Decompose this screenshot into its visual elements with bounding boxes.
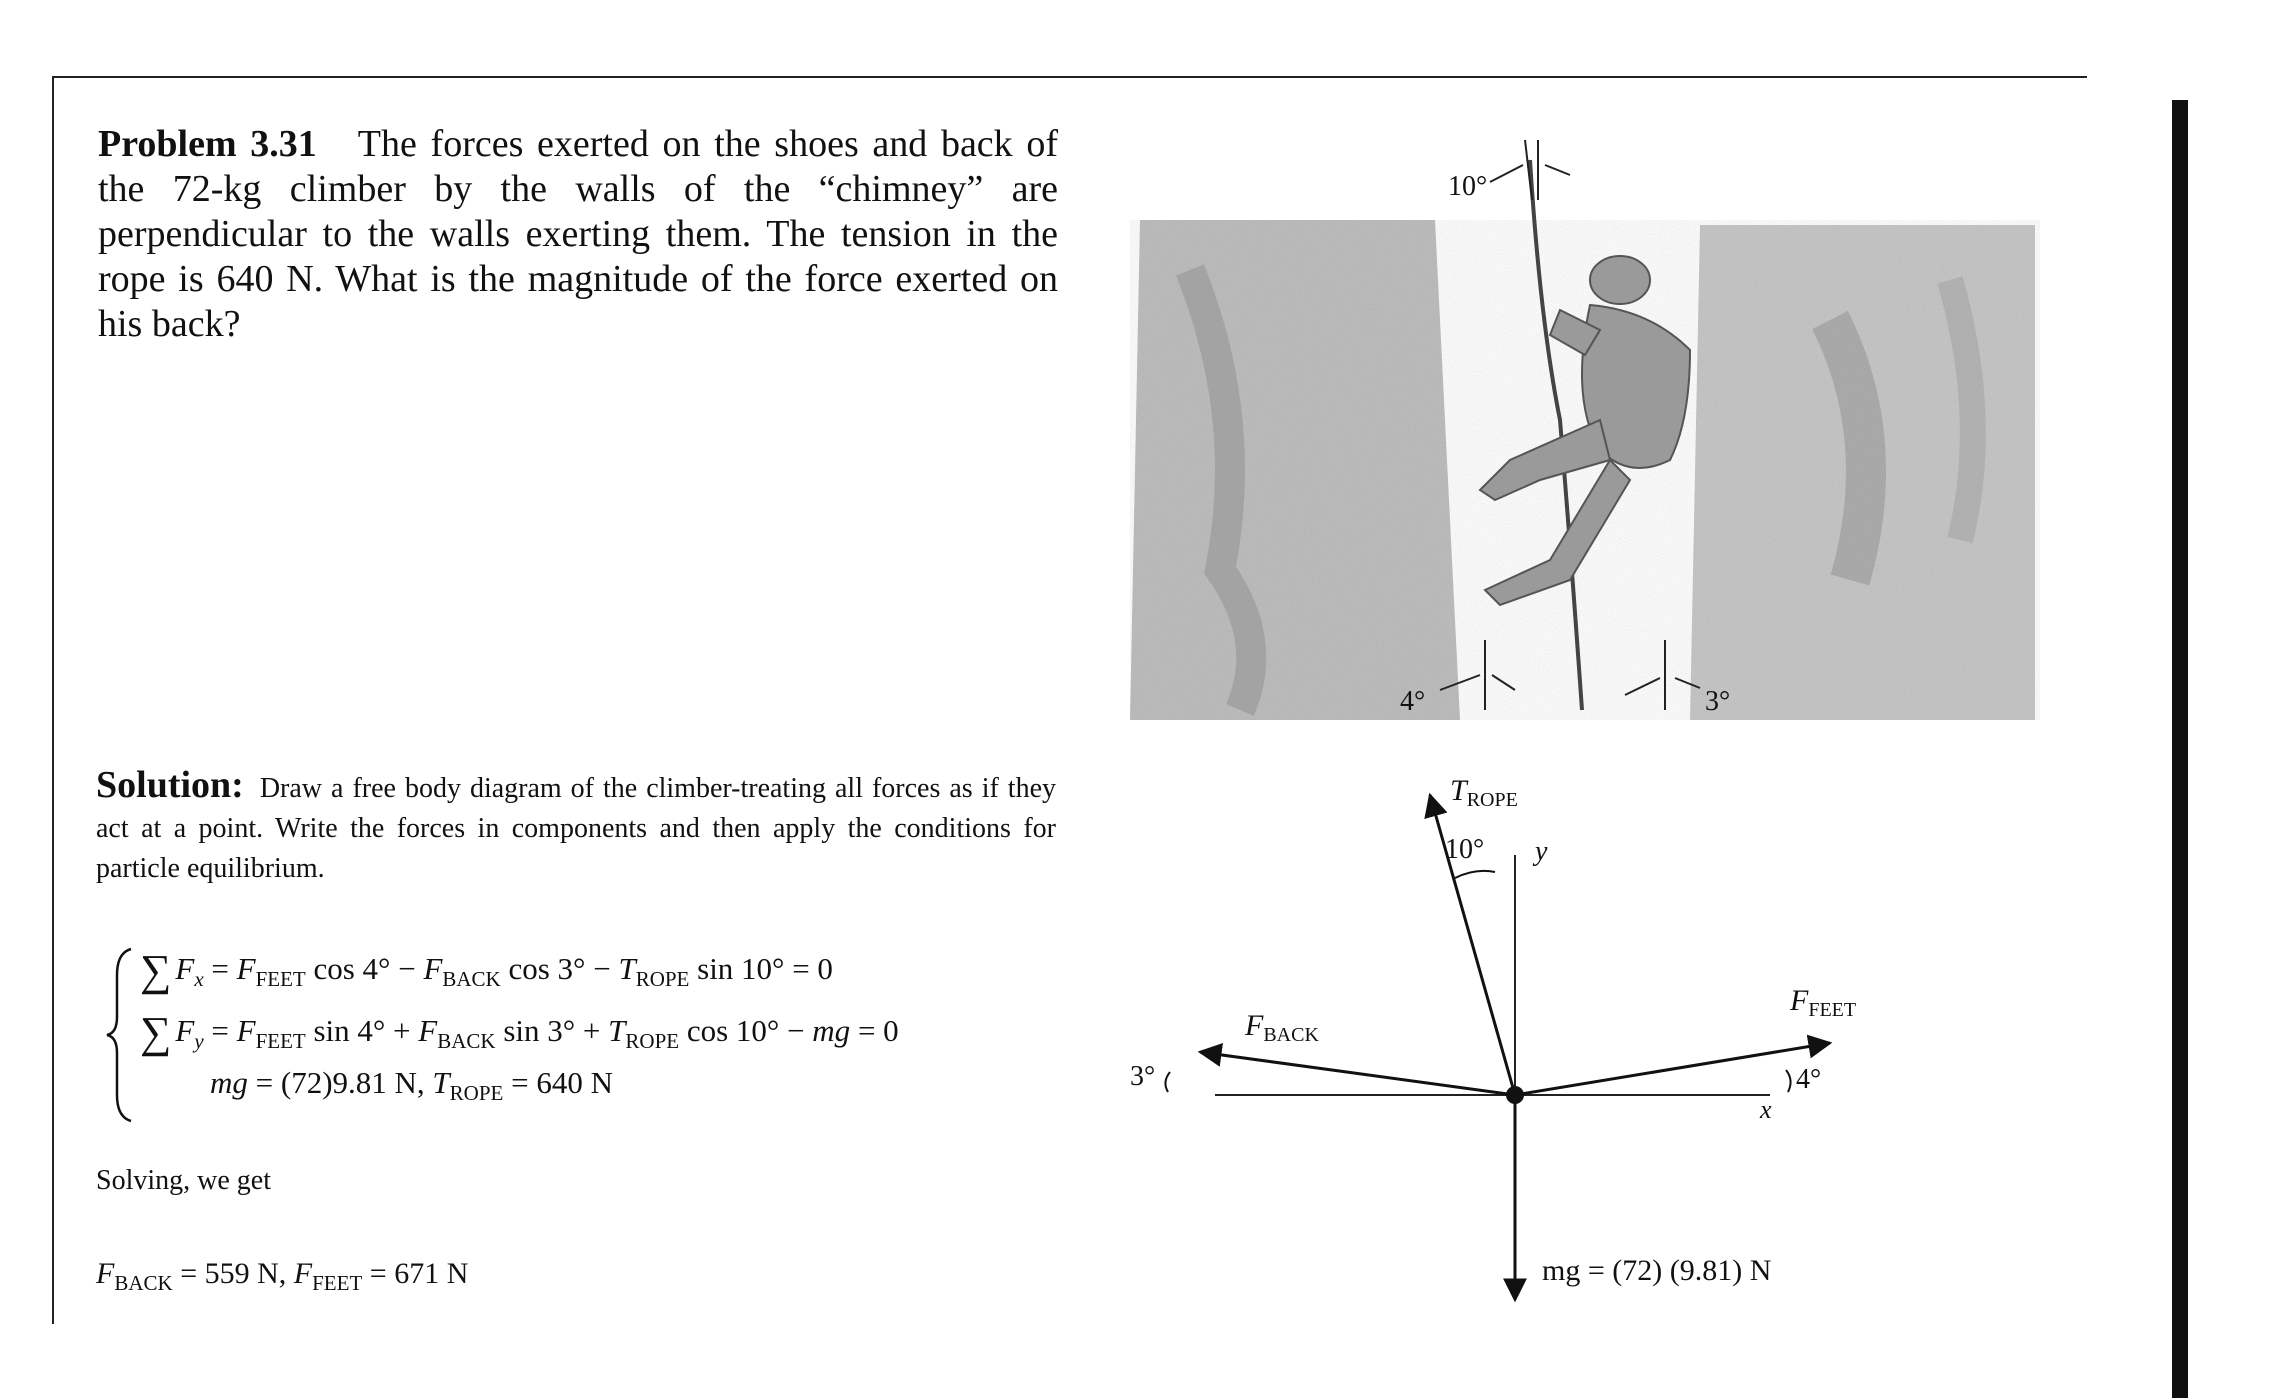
right-edge-bar [2172, 100, 2188, 1398]
solution-text: Draw a free body diagram of the climber-treating all forces as if they act at a point. Write the forces in components and then apply the conditions for particle equilibrium. [96, 773, 1056, 884]
equilibrium-equations [105, 945, 1065, 1125]
result-back: = 559 N, [172, 1257, 294, 1290]
feet-force-arrow [1515, 1043, 1830, 1095]
photo-angle-10: 10° [1448, 171, 1488, 202]
label-weight: mg = (72) (9.81) N [1542, 1254, 1772, 1287]
top-rule [52, 76, 2087, 78]
equation-sum-fy: ∑ $F_y = F_{FEET}$ $\sin 4^\circ + F_{BACK}$ $\sin 3^\circ + T_{ROPE}$ cos 10° − mg = 0 [140, 1008, 899, 1057]
label-y-axis: y [1535, 836, 1548, 867]
photo-angle-3: 3° [1705, 686, 1731, 717]
label-f-feet: $F_{FEET}$ [1790, 984, 1857, 1021]
label-angle-3: 3° [1130, 1061, 1156, 1092]
free-body-diagram [1110, 760, 1930, 1320]
problem-statement [98, 122, 1058, 347]
label-t-rope: $T_{ROPE}$ [1450, 774, 1518, 811]
solving-text: Solving, we get [96, 1165, 271, 1196]
label-angle-10: 10° [1445, 834, 1485, 865]
solution-intro [96, 765, 1056, 889]
solution-label: Solution: [96, 764, 244, 806]
equation-given-values: mg = (72)9.81 N, $T_{ROPE} = 640$ N [210, 1065, 613, 1106]
left-brace [105, 945, 135, 1125]
label-f-back: $F_{BACK}$ [1245, 1009, 1319, 1046]
problem-text: The forces exerted on the shoes and back of the 72-kg climber by the walls of the “chimney” are perpendicular to the walls exerting them. The tension in the rope is 640 N. What is the magnitude of the force exerted on his back? [98, 123, 1058, 345]
particle-point [1506, 1086, 1524, 1104]
result-feet: = 671 N [362, 1257, 469, 1290]
problem-label: Problem 3.31 [98, 123, 317, 165]
left-rule [52, 76, 54, 1324]
equation-sum-fx: ∑ $F_x = F_{FEET}$ $\cos 4^\circ - F_{BACK}$ $\cos 3^\circ - T_{ROPE}$ sin 10° = 0 [140, 946, 833, 995]
climber-photo [1130, 120, 2040, 720]
final-result: $F_{BACK} = 559$ N, $F_{FEET} = 671$ N [96, 1257, 469, 1295]
photo-angle-4: 4° [1400, 686, 1426, 717]
label-x-axis: x [1760, 1095, 1772, 1124]
label-angle-4: 4° [1796, 1064, 1822, 1095]
back-force-arrow [1200, 1052, 1515, 1095]
